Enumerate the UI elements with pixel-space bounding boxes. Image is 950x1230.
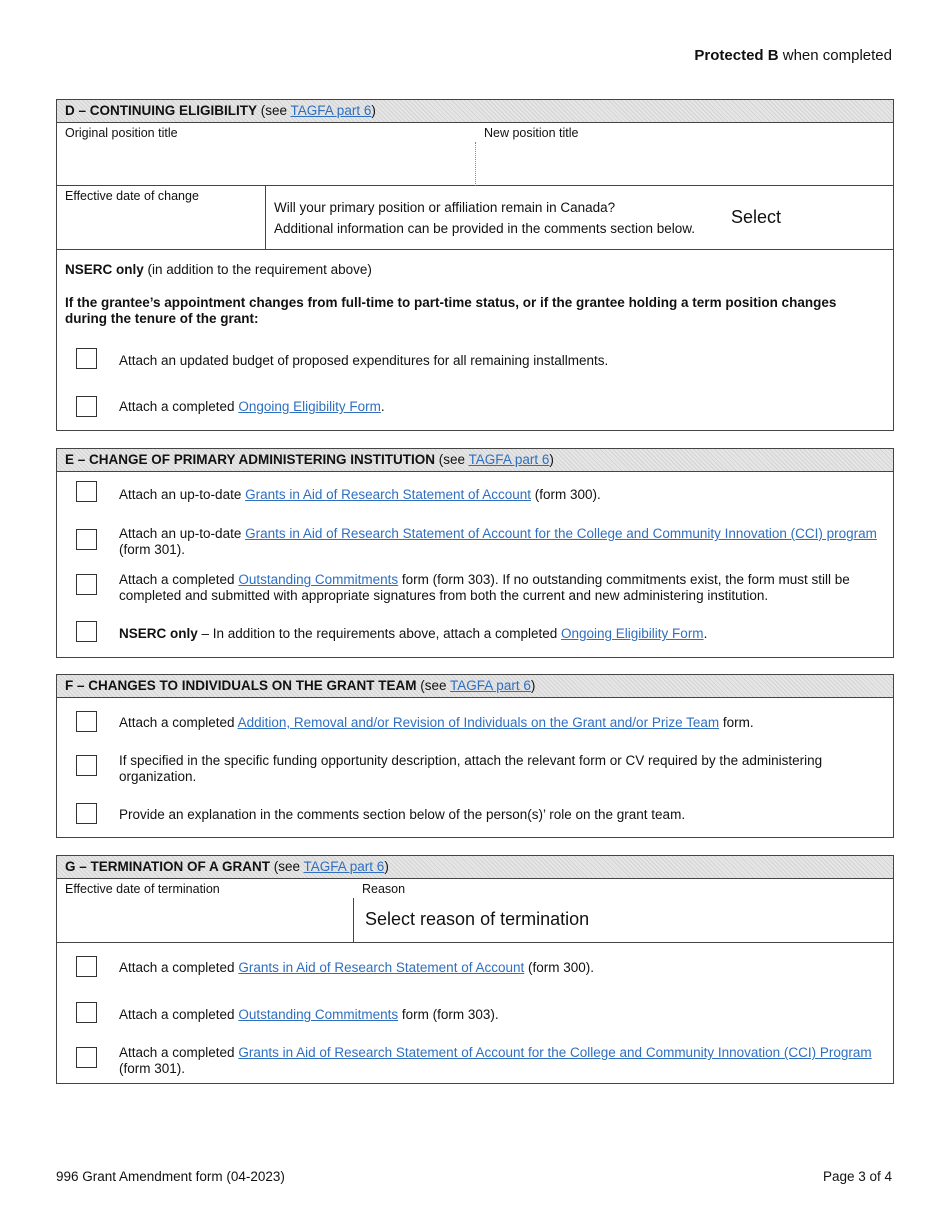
reason-divider (353, 898, 354, 942)
item-prefix: Attach a completed (119, 715, 238, 730)
close-paren: ) (549, 452, 554, 467)
reason-select[interactable]: Select reason of termination (365, 909, 590, 929)
section-f-title: F – CHANGES TO INDIVIDUALS ON THE GRANT TEAM (65, 678, 417, 693)
role-explanation-item-text: Provide an explanation in the comments section below of the person(s)’ role on the grant team. (119, 807, 686, 822)
section-f (56, 674, 894, 838)
new-position-label: New position title (484, 126, 579, 140)
form-name-footer: 996 Grant Amendment form (04-2023) (56, 1169, 285, 1184)
section-e-title: E – CHANGE OF PRIMARY ADMINISTERING INSTITUTION (65, 452, 436, 467)
position-divider (475, 142, 476, 186)
section-d (56, 99, 894, 431)
termination-statement-300-link[interactable]: Grants in Aid of Research Statement of Account (238, 960, 525, 975)
team-revision-checkbox[interactable] (76, 711, 97, 732)
item-suffix: (form 301). (119, 1061, 186, 1076)
effective-date-divider (265, 186, 266, 249)
position-row (57, 123, 893, 186)
termination-statement-301-checkbox[interactable] (76, 1047, 97, 1068)
canada-select[interactable]: Select (731, 207, 782, 227)
termination-commitments-item (119, 1007, 879, 1023)
original-position-field[interactable] (57, 141, 475, 185)
nserc-eligibility-checkbox[interactable] (76, 621, 97, 642)
ongoing-eligibility-item (119, 399, 879, 415)
effective-date-label: Effective date of change (65, 189, 199, 203)
item-prefix: Attach a completed (119, 960, 239, 975)
section-f-tagfa-link[interactable]: TAGFA part 6 (450, 678, 531, 693)
statement-300-link[interactable]: Grants in Aid of Research Statement of Account (245, 487, 531, 502)
section-g (56, 855, 894, 1084)
termination-date-field[interactable] (57, 897, 353, 942)
outstanding-commitments-link[interactable]: Outstanding Commitments (238, 572, 399, 587)
item-suffix: form. (719, 715, 754, 730)
ongoing-eligibility-checkbox[interactable] (76, 396, 97, 417)
see-text: (see (416, 678, 451, 693)
team-revision-item (119, 715, 879, 731)
budget-item-text: Attach an updated budget of proposed expenditures for all remaining installments. (119, 353, 609, 368)
nserc-only-bold: NSERC only (65, 262, 144, 277)
section-d-tagfa-link[interactable]: TAGFA part 6 (290, 103, 372, 118)
section-g-title: G – TERMINATION OF A GRANT (65, 859, 270, 874)
section-e-tagfa-link[interactable]: TAGFA part 6 (468, 452, 550, 467)
item-suffix: (form 300). (531, 487, 601, 502)
reason-label: Reason (362, 882, 406, 896)
close-paren: ) (371, 103, 376, 118)
nserc-only-note (65, 262, 372, 277)
item-suffix: . (380, 399, 385, 414)
item-prefix: Attach an up-to-date (119, 526, 246, 541)
item-suffix: form (form 303). (398, 1007, 499, 1022)
termination-statement-301-item (119, 1045, 879, 1077)
original-position-label: Original position title (65, 126, 178, 140)
item-prefix: Attach an up-to-date (119, 487, 246, 502)
see-text: (see (257, 103, 291, 118)
effective-date-field[interactable] (57, 204, 265, 248)
item-suffix: (form 300). (524, 960, 595, 975)
statement-301-item (119, 526, 879, 558)
outstanding-commitments-checkbox[interactable] (76, 574, 97, 595)
section-g-tagfa-link[interactable]: TAGFA part 6 (303, 859, 385, 874)
canada-question-line1: Will your primary position or affiliation remain in Canada? (274, 200, 616, 215)
item-prefix: – In addition to the requirements above, attach a completed (197, 626, 561, 641)
termination-row (57, 879, 893, 943)
item-prefix: Attach a completed (119, 572, 239, 587)
statement-300-item (119, 487, 879, 503)
item-prefix: Attach a completed (119, 1045, 239, 1060)
see-text: (see (270, 859, 304, 874)
nserc-eligibility-item (119, 626, 879, 642)
appointment-change-note: If the grantee’s appointment changes from full-time to part-time status, or if the grantee holding a term position changes during the tenure of the grant: (65, 295, 837, 326)
new-position-field[interactable] (477, 141, 893, 185)
budget-checkbox[interactable] (76, 348, 97, 369)
nserc-note-text: (in addition to the requirement above) (143, 262, 372, 277)
section-e-header (57, 449, 893, 472)
cv-form-item-text: If specified in the specific funding opportunity description, attach the relevant form or CV required by the administering organization. (119, 753, 823, 784)
ongoing-eligibility-link[interactable]: Ongoing Eligibility Form (238, 399, 381, 414)
outstanding-commitments-item (119, 572, 879, 604)
protected-b-bold: Protected B (694, 47, 779, 64)
section-e (56, 448, 894, 658)
item-prefix: Attach a completed (119, 399, 239, 414)
item-suffix: (form 301). (119, 542, 186, 557)
termination-commitments-checkbox[interactable] (76, 1002, 97, 1023)
item-suffix: . (703, 626, 708, 641)
section-d-header (57, 100, 893, 123)
protected-b-suffix: when completed (778, 47, 892, 64)
close-paren: ) (530, 678, 536, 693)
cv-form-checkbox[interactable] (76, 755, 97, 776)
close-paren: ) (384, 859, 389, 874)
termination-statement-301-link[interactable]: Grants in Aid of Research Statement of Account for the College and Community Innovation (CCI) Program (238, 1045, 872, 1060)
team-revision-link[interactable]: Addition, Removal and/or Revision of Individuals on the Grant and/or Prize Team (237, 715, 720, 730)
section-f-header (57, 675, 893, 698)
see-text: (see (435, 452, 469, 467)
section-d-title: D – CONTINUING ELIGIBILITY (65, 103, 258, 118)
nserc-ongoing-eligibility-link[interactable]: Ongoing Eligibility Form (561, 626, 704, 641)
canada-question-line2: Additional information can be provided in the comments section below. (274, 221, 695, 236)
statement-300-checkbox[interactable] (76, 481, 97, 502)
termination-statement-300-item (119, 960, 879, 976)
role-explanation-checkbox[interactable] (76, 803, 97, 824)
statement-301-link[interactable]: Grants in Aid of Research Statement of Account for the College and Community Innovation (CCI) program (245, 526, 877, 541)
item-prefix: Attach a completed (119, 1007, 239, 1022)
nserc-only-bold: NSERC only (119, 626, 198, 641)
termination-commitments-link[interactable]: Outstanding Commitments (238, 1007, 399, 1022)
termination-date-label: Effective date of termination (65, 882, 220, 896)
termination-statement-300-checkbox[interactable] (76, 956, 97, 977)
statement-301-checkbox[interactable] (76, 529, 97, 550)
protected-b-label (694, 47, 892, 64)
section-g-header (57, 856, 893, 879)
effective-date-row (57, 186, 893, 250)
page-number: Page 3 of 4 (822, 1169, 892, 1184)
item-suffix: form (form 303). If no outstanding commitments exist, the form must still be completed and submitted with appropriate signatures from both the current and new administering institution. (119, 572, 850, 603)
